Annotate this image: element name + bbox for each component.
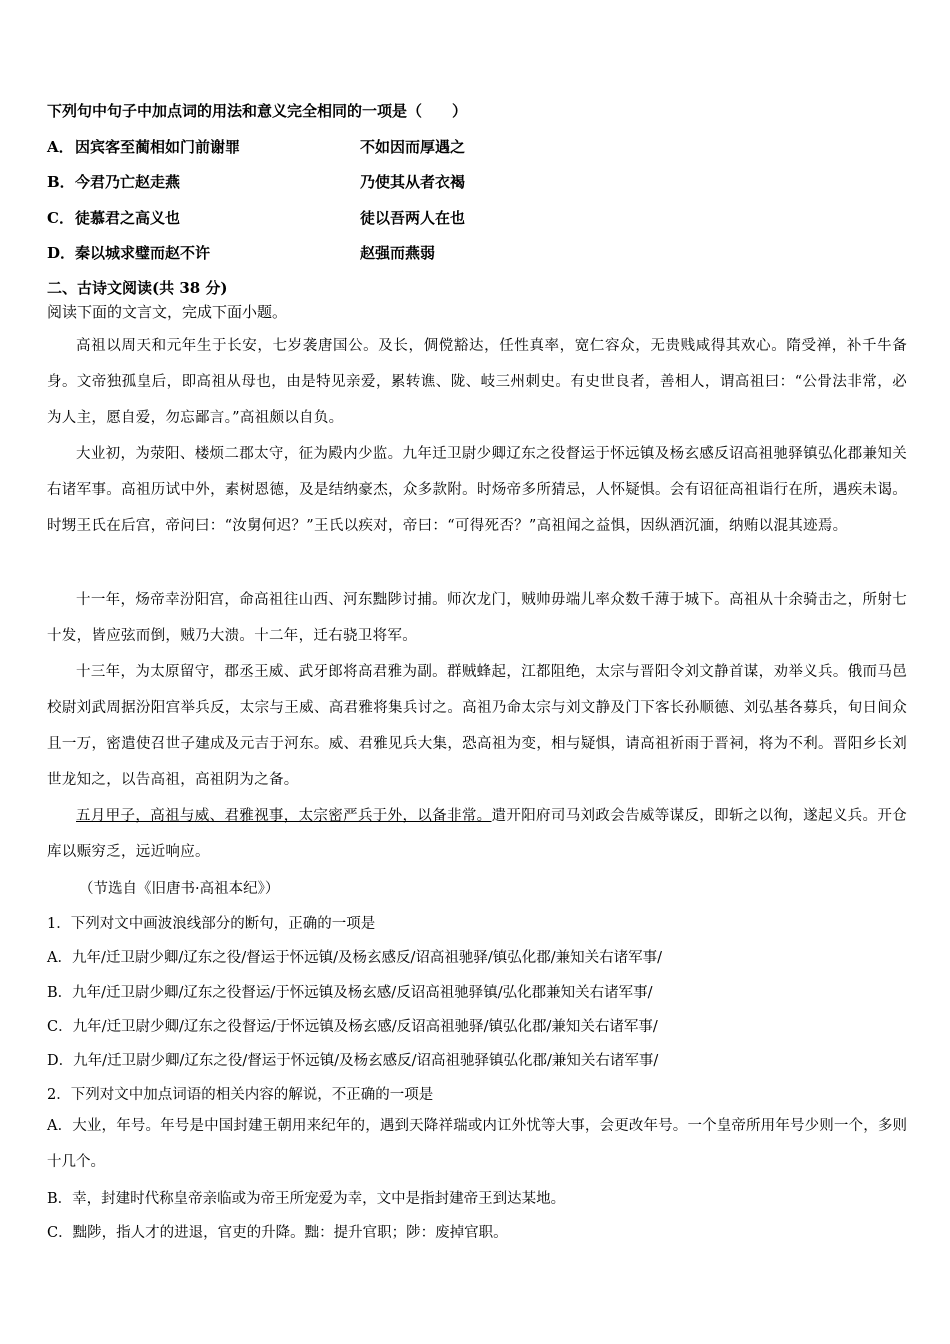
option-d-label: D． xyxy=(47,244,76,262)
q2-option-b: B．幸，封建时代称皇帝亲临或为帝王所宠爱为幸，文中是指封建帝王到达某地。 xyxy=(47,1191,566,1207)
option-a-label: A． xyxy=(47,138,74,156)
option-a-left: 因宾客至蔺相如门前谢罪 xyxy=(75,138,241,156)
section-instruction: 阅读下面的文言文，完成下面小题。 xyxy=(47,303,288,321)
q2-stem: 2．下列对文中加点词语的相关内容的解说，不正确的一项是 xyxy=(47,1087,434,1103)
option-b-right: 乃使其从者衣褐 xyxy=(360,173,466,191)
option-a-right: 不如因而厚遇之 xyxy=(360,138,466,156)
option-d-left: 秦以城求璧而赵不许 xyxy=(75,244,211,262)
q1-option-c: C．九年/迁卫尉少卿/辽东之役督运/于怀远镇及杨玄感/反诏高祖驰驿/镇弘化郡/兼知关右诸军事/ xyxy=(47,1019,658,1035)
section-heading: 二、古诗文阅读(共 38 分) xyxy=(47,279,228,297)
option-b-label: B． xyxy=(47,173,75,191)
passage-source: （节选自《旧唐书·高祖本纪》） xyxy=(79,881,280,897)
q1-stem: 1．下列对文中画波浪线部分的断句，正确的一项是 xyxy=(47,916,376,932)
passage-paragraph-1: 高祖以周天和元年生于长安，七岁袭唐国公。及长，倜傥豁达，任性真率，宽仁容众，无贵贱咸得其欢心。隋受禅，补千牛备身。文帝独孤皇后，即高祖从母也，由是特见亲爱，累转谯、陇、岐三州刺史。有史世良者，善相人，谓高祖曰：“公骨法非常，必为人主，愿自爱，勿忘鄙言。”高祖颇以自负。 xyxy=(47,338,907,426)
q1-option-a: A．九年/迁卫尉少卿/辽东之役/督运于怀远镇/及杨玄感反/诏高祖驰驿/镇弘化郡/兼知关右诸军事/ xyxy=(47,950,663,966)
q1-option-d: D．九年/迁卫尉少卿/辽东之役/督运于怀远镇/及杨玄感反/诏高祖驰驿镇弘化郡/兼知关右诸军事/ xyxy=(47,1053,659,1069)
passage-paragraph-5 xyxy=(47,798,907,870)
q2-option-a: A．大业，年号。年号是中国封建王朝用来纪年的，遇到天降祥瑞或内讧外忧等大事，会更改年号。一个皇帝所用年号少则一个，多则十几个。 xyxy=(47,1118,907,1170)
passage-paragraph-4: 十三年，为太原留守，郡丞王威、武牙郎将高君雅为副。群贼蜂起，江都阻绝，太宗与晋阳令刘文静首谋，劝举义兵。俄而马邑校尉刘武周据汾阳宫举兵反，太宗与王威、高君雅将集兵讨之。高祖乃命太宗与刘文静及门下客长孙顺德、刘弘基各募兵，旬日间众且一万，密遣使召世子建成及元吉于河东。威、君雅见兵大集，恐高祖为变，相与疑惧，请高祖祈雨于晋祠，将为不利。晋阳乡长刘世龙知之，以告高祖，高祖阴为之备。 xyxy=(47,664,907,788)
passage-paragraph-2: 大业初，为荥阳、楼烦二郡太守，征为殿内少监。九年迁卫尉少卿辽东之役督运于怀远镇及杨玄感反诏高祖驰驿镇弘化郡兼知关右诸军事。高祖历试中外，素树恩德，及是结纳豪杰，众多款附。时炀帝多所猜忌，人怀疑惧。会有诏征高祖诣行在所，遇疾未谒。时甥王氏在后宫，帝问曰：“汝舅何迟？”王氏以疾对，帝曰：“可得死否？”高祖闻之益惧，因纵酒沉湎，纳贿以混其迹焉。 xyxy=(47,446,907,534)
option-c-right: 徒以吾两人在也 xyxy=(360,209,466,227)
option-d-right: 赵强而燕弱 xyxy=(360,244,436,262)
underlined-sentence: 五月甲子，高祖与威、君雅视事，太宗密严兵于外，以备非常。 xyxy=(76,808,492,824)
option-b-left: 今君乃亡赵走燕 xyxy=(75,173,181,191)
option-c-left: 徒慕君之高义也 xyxy=(75,209,181,227)
q2-option-c: C．黜陟，指人才的进退，官吏的升降。黜：提升官职；陟：废掉官职。 xyxy=(47,1225,508,1241)
option-c-label: C． xyxy=(47,209,74,227)
question-stem: 下列句中句子中加点词的用法和意义完全相同的一项是（ ） xyxy=(47,102,468,120)
q1-option-b: B．九年/迁卫尉少卿/辽东之役督运/于怀远镇及杨玄感/反诏高祖驰驿镇/弘化郡兼知关右诸军事/ xyxy=(47,985,653,1001)
passage-paragraph-3: 十一年，炀帝幸汾阳宫，命高祖往山西、河东黜陟讨捕。师次龙门，贼帅毋端儿率众数千薄于城下。高祖从十余骑击之，所射七十发，皆应弦而倒，贼乃大溃。十二年，迁右骁卫将军。 xyxy=(47,592,907,644)
paragraph-5-rest: 遣开阳府司马刘政会告威等谋反，即斩之以徇，遂起义兵。开仓库以赈穷乏，远近响应。 xyxy=(47,808,907,860)
